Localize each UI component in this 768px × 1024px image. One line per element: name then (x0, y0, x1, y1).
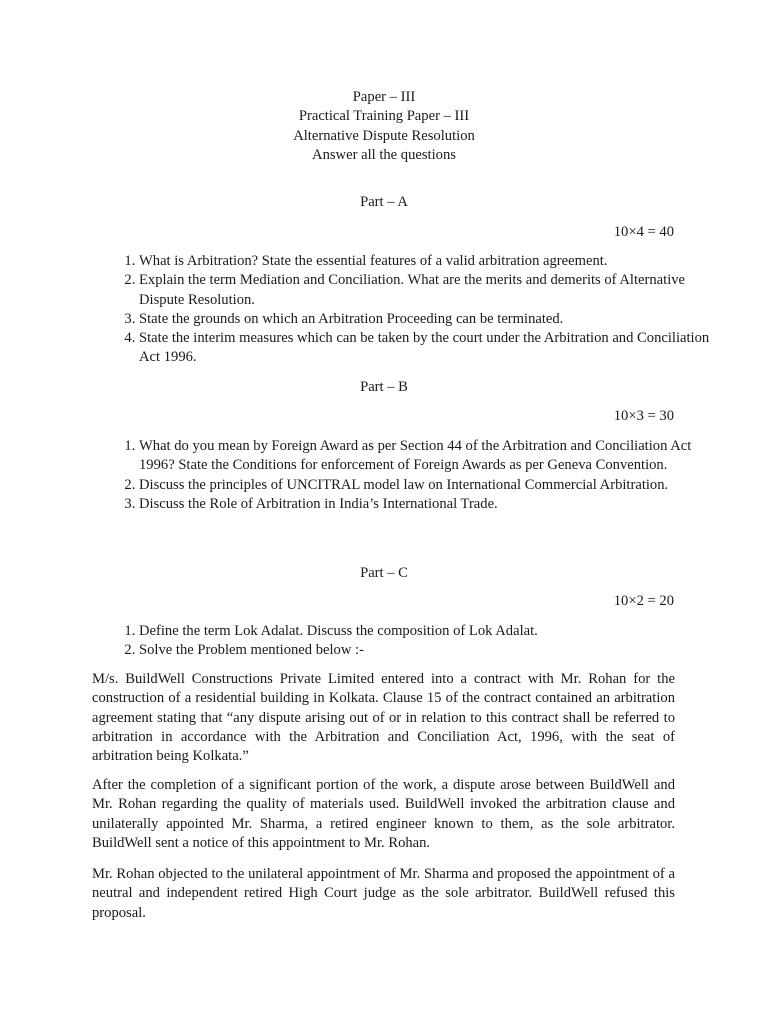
part-a-marks: 10×4 = 40 (613, 224, 674, 240)
paper-subject: Alternative Dispute Resolution (293, 127, 475, 144)
problem-paragraph-2: After the completion of a significant portion of the work, a dispute arose between BuildWell and Mr. Rohan regarding the quality of materials used. BuildWell invoked the arbitration clause and unilaterally appointed Mr. Sharma, a retired engineer known to them, as the sole arbitrator. BuildWell sent a notice of this appointment to Mr. Rohan. (92, 777, 675, 851)
question-item: 3. State the grounds on which an Arbitration Proceeding can be terminated. (139, 310, 721, 329)
question-item: 1. What is Arbitration? State the essential features of a valid arbitration agreement. (139, 252, 721, 271)
part-b-marks: 10×3 = 30 (613, 408, 674, 424)
part-b-questions (94, 437, 721, 514)
part-b-title: Part – B (360, 379, 408, 395)
paper-subtitle: Practical Training Paper – III (298, 108, 470, 125)
part-c-marks: 10×2 = 20 (613, 593, 674, 609)
problem-paragraph-1: M/s. BuildWell Constructions Private Limited entered into a contract with Mr. Rohan for the construction of a residential building in Kolkata. Clause 15 of the contract contained an arbitration agreement stating that “any dispute arising out of or in relation to this contract shall be referred to arbitration in accordance with the Arbitration and Conciliation Act, 1996, with the seat of arbitration being Kolkata.” (92, 671, 675, 765)
question-item: 2. Discuss the principles of UNCITRAL model law on International Commercial Arbitration. (139, 476, 721, 495)
paper-number: Paper – III (352, 89, 416, 105)
question-item: 3. Discuss the Role of Arbitration in India’s International Trade. (139, 495, 721, 514)
question-item: 1. Define the term Lok Adalat. Discuss the composition of Lok Adalat. (139, 622, 721, 641)
question-item: 4. State the interim measures which can be taken by the court under the Arbitration and Conciliation Act 1996. (139, 329, 721, 368)
part-a-title: Part – A (360, 194, 408, 210)
paper-instruction: Answer all the questions (312, 146, 456, 163)
part-c-title: Part – C (360, 565, 408, 581)
question-item: 1. What do you mean by Foreign Award as per Section 44 of the Arbitration and Conciliation Act 1996? State the Conditions for enforcement of Foreign Awards as per Geneva Convention. (139, 437, 721, 476)
part-c-questions (94, 622, 721, 661)
problem-paragraph-3: Mr. Rohan objected to the unilateral appointment of Mr. Sharma and proposed the appointment of a neutral and independent retired High Court judge as the sole arbitrator. BuildWell refused this proposal. (92, 866, 675, 921)
part-a-questions (94, 252, 721, 368)
question-item: 2. Solve the Problem mentioned below :- (139, 641, 721, 660)
question-item: 2. Explain the term Mediation and Conciliation. What are the merits and demerits of Alternative Dispute Resolution. (139, 271, 721, 310)
paper-header (0, 88, 768, 165)
